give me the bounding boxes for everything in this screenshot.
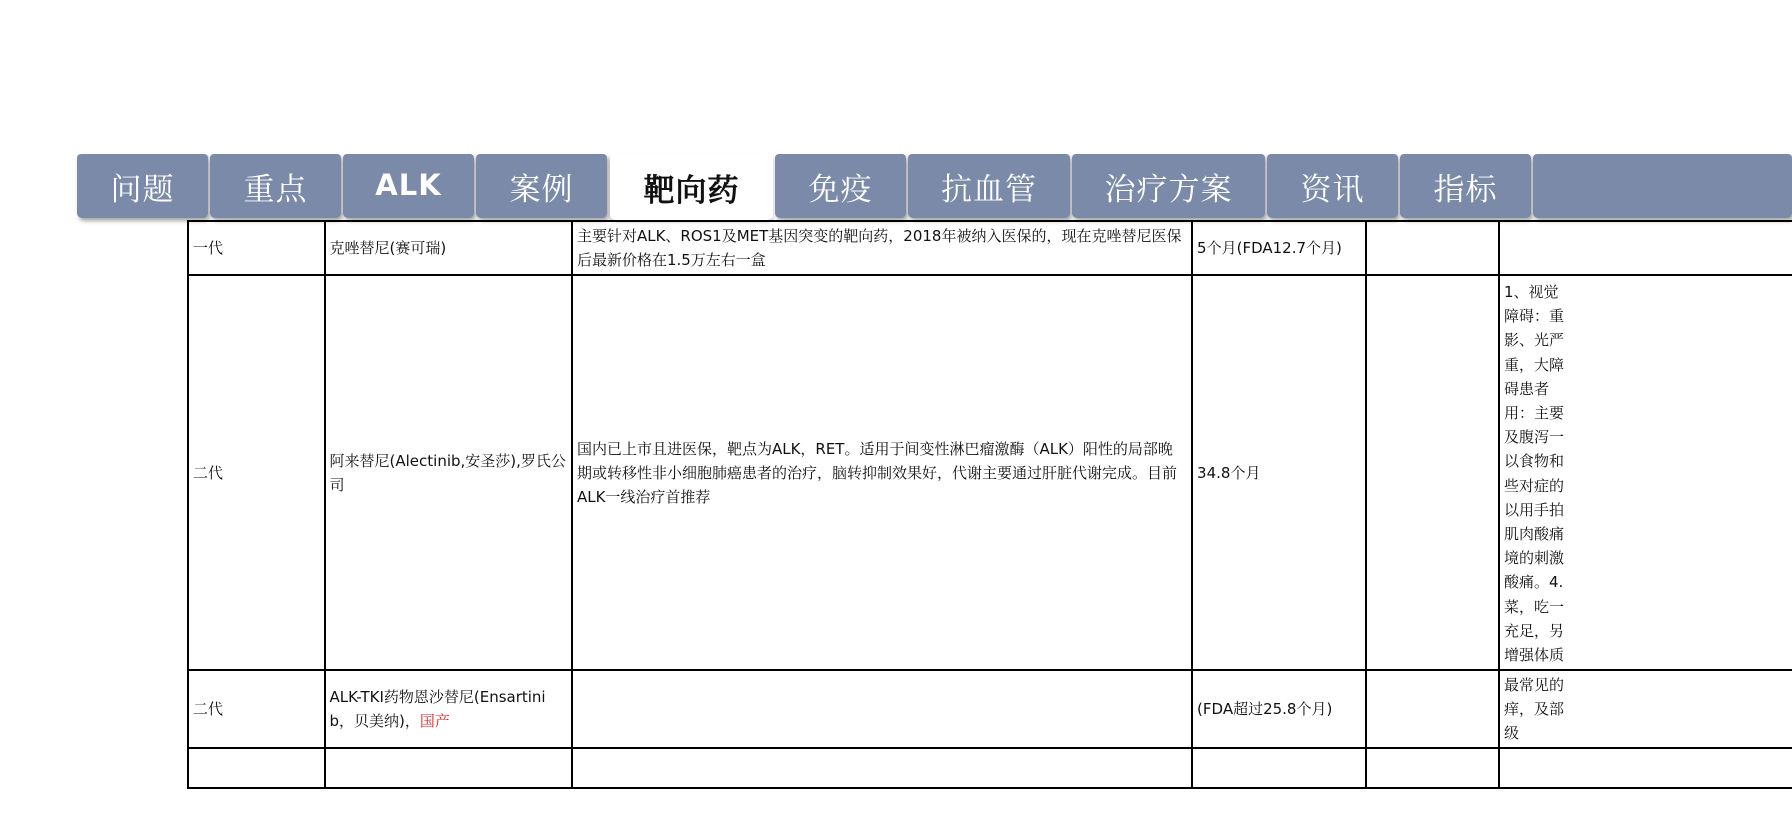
cell-generation[interactable]: 一代 [188, 221, 325, 275]
cell-generation[interactable]: 二代 [188, 670, 325, 748]
table-row [188, 221, 1792, 275]
cell-extra[interactable] [1366, 748, 1499, 788]
tab-cases[interactable]: 案例 [476, 154, 607, 218]
cell-generation[interactable]: 二代 [188, 275, 325, 670]
table-row [188, 670, 1792, 748]
cell-description[interactable]: 国内已上市且进医保，靶点为ALK，RET。适用于间变性淋巴瘤激酶（ALK）阳性的局部晚期或转移性非小细胞肺癌患者的治疗，脑转抑制效果好，代谢主要通过肝脏代谢完成。目前ALK一线治疗首推荐 [572, 275, 1192, 670]
cell-description[interactable] [572, 748, 1192, 788]
cell-pfs[interactable] [1192, 748, 1366, 788]
cell-pfs[interactable]: 5个月(FDA12.7个月) [1192, 221, 1366, 275]
cell-description[interactable] [572, 670, 1192, 748]
tab-overflow[interactable] [1533, 154, 1792, 218]
cell-side-effects[interactable] [1499, 221, 1792, 275]
cell-extra[interactable] [1366, 275, 1499, 670]
tab-questions[interactable]: 问题 [77, 154, 208, 218]
cell-side-effects[interactable] [1499, 748, 1792, 788]
tab-alk[interactable]: ALK [343, 154, 474, 218]
tab-news[interactable]: 资讯 [1267, 154, 1398, 218]
cell-description[interactable]: 主要针对ALK、ROS1及MET基因突变的靶向药，2018年被纳入医保的，现在克唑替尼医保后最新价格在1.5万左右一盒 [572, 221, 1192, 275]
sheet-tab-bar [77, 154, 1792, 220]
cell-extra[interactable] [1366, 670, 1499, 748]
side-effects-text: 最常见的痒，及部级 [1504, 676, 1565, 743]
tab-treatment-plan[interactable]: 治疗方案 [1072, 154, 1265, 218]
cell-extra[interactable] [1366, 221, 1499, 275]
cell-generation[interactable] [188, 748, 325, 788]
cell-drug[interactable] [325, 748, 572, 788]
cell-pfs[interactable]: (FDA超过25.8个月) [1192, 670, 1366, 748]
cell-side-effects[interactable] [1499, 275, 1792, 670]
tab-key-points[interactable]: 重点 [210, 154, 341, 218]
cell-drug[interactable]: 克唑替尼(赛可瑞) [325, 221, 572, 275]
tab-targeted-drugs[interactable]: 靶向药 [610, 154, 773, 220]
drug-table [187, 220, 1792, 789]
tab-anti-angiogenic[interactable]: 抗血管 [908, 154, 1070, 218]
table-row [188, 748, 1792, 788]
tab-immunotherapy[interactable]: 免疫 [775, 154, 906, 218]
cell-drug[interactable] [325, 670, 572, 748]
cell-drug[interactable]: 阿来替尼(Alectinib,安圣莎),罗氏公司 [325, 275, 572, 670]
cell-side-effects[interactable] [1499, 670, 1792, 748]
cell-pfs[interactable]: 34.8个月 [1192, 275, 1366, 670]
side-effects-text: 1、视觉障碍：重影、光严重，大障碍患者用：主要及腹泻一以食物和些对症的以用手拍肌肉酸痛境的刺激酸痛。4.菜，吃一充足，另增强体质 [1504, 283, 1565, 665]
table-row [188, 275, 1792, 670]
domestic-tag: 国产 [419, 712, 450, 731]
drug-name: ALK-TKI药物恩沙替尼(Ensartinib，贝美纳)， [329, 688, 546, 731]
tab-indicators[interactable]: 指标 [1400, 154, 1531, 218]
